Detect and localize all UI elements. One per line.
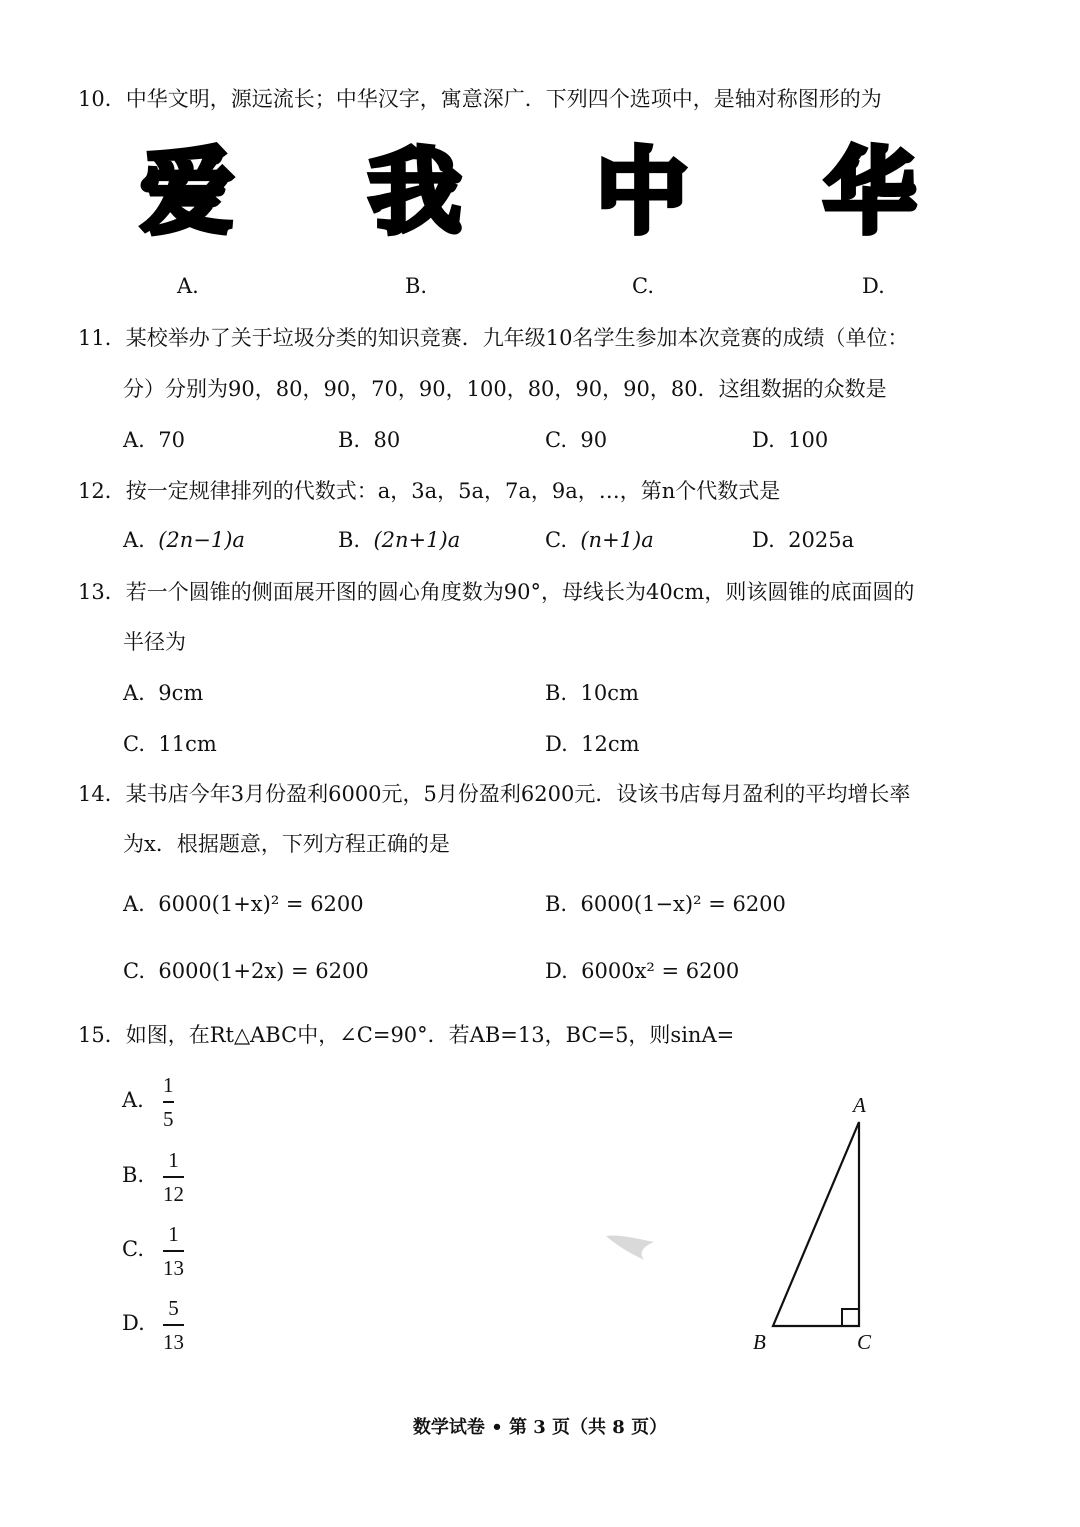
fraction-b [163,1147,184,1207]
question-number: 14． [78,782,126,806]
character-ai-option: 爱 [140,139,233,246]
option-a: A. 70 [123,428,185,452]
question-number: 13． [78,580,126,604]
question-number: 15． [78,1023,126,1047]
option-label-a: A. [122,1088,144,1112]
question-stem-line1: 若一个圆锥的侧面展开图的圆心角度数为90°，母线长为40cm，则该圆锥的底面圆的 [125,580,915,604]
option-label-b: B. [122,1163,145,1187]
fraction-d [163,1295,184,1355]
question-number: 12． [78,479,126,503]
option-d: D. 100 [752,428,829,452]
triangle-abc [773,1122,859,1326]
question-stem-line2: 为x．根据题意，下列方程正确的是 [123,832,450,856]
character-wo-option: 我 [368,139,461,246]
question-stem-line1: 某校举办了关于垃圾分类的知识竞赛．九年级10名学生参加本次竞赛的成绩（单位： [125,326,909,350]
question-14 [78,779,910,809]
question-stem: 按一定规律排列的代数式：a，3a，5a，7a，9a，…，第n个代数式是 [125,479,781,503]
option-c: C. 6000(1+2x) = 6200 [123,959,369,983]
fraction-a [163,1072,174,1132]
option-d: D. 12cm [545,732,640,756]
option-b: B. 6000(1−x)² = 6200 [545,892,786,916]
character-zhong-option: 中 [595,139,688,246]
question-stem: 中华文明，源远流长；中华汉字，寓意深广．下列四个选项中，是轴对称图形的为 [125,87,882,111]
question-stem: 如图，在Rt△ABC中，∠C=90°．若AB=13，BC=5，则sinA= [125,1023,735,1047]
question-stem-line1: 某书店今年3月份盈利6000元，5月份盈利6200元．设该书店每月盈利的平均增长率 [125,782,911,806]
paper-smudge [604,1232,656,1262]
question-10 [78,84,882,114]
option-c: C. 90 [545,428,608,452]
option-b: B. 80 [338,428,401,452]
option-label-d: D. [862,274,885,298]
question-12 [78,476,780,506]
option-d: D. 2025a [752,528,855,552]
right-triangle-figure [740,1090,890,1360]
option-label-c: C. [632,274,654,298]
page-footer: 数学试卷 • 第 3 页（共 8 页） [412,1417,668,1438]
option-label-d: D. [122,1311,145,1335]
option-a: A. (2n−1)a [123,528,245,552]
vertex-label-a: A [853,1093,866,1117]
numerator: 5 [168,1296,179,1320]
option-a: A. 6000(1+x)² = 6200 [123,892,364,916]
right-angle-mark [842,1309,859,1326]
question-stem-line2: 分）分别为90，80，90，70，90，100，80，90，90，80．这组数据的众数是 [123,377,887,401]
option-c: C. 11cm [123,732,217,756]
question-13 [78,577,914,607]
question-stem-line2: 半径为 [123,630,186,654]
option-c: C. (n+1)a [545,528,654,552]
option-b: B. (2n+1)a [338,528,461,552]
option-b: B. 10cm [545,681,639,705]
denominator: 5 [163,1106,174,1131]
character-hua-option: 华 [823,139,916,246]
numerator: 1 [168,1222,179,1246]
option-label-a: A. [177,274,199,298]
question-11 [78,323,908,353]
vertex-label-c: C [857,1330,872,1354]
option-d: D. 6000x² = 6200 [545,959,740,983]
numerator: 1 [168,1148,179,1172]
question-number: 11． [78,326,126,350]
question-15 [78,1020,734,1050]
question-number: 10． [78,87,126,111]
denominator: 12 [163,1181,184,1206]
option-label-c: C. [122,1237,144,1261]
vertex-label-b: B [753,1330,766,1354]
option-label-b: B. [405,274,428,298]
fraction-c [163,1221,184,1281]
numerator: 1 [163,1073,174,1097]
denominator: 13 [163,1329,184,1354]
option-a: A. 9cm [123,681,204,705]
denominator: 13 [163,1255,184,1280]
